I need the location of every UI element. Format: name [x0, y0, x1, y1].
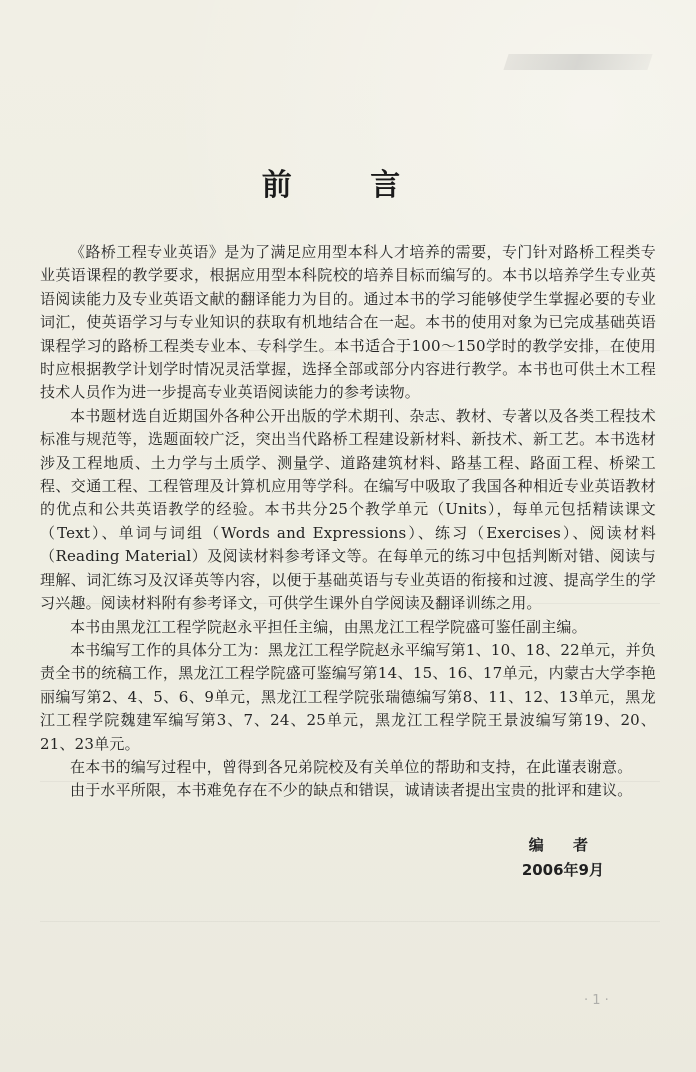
preface-paragraph: 在本书的编写过程中，曾得到各兄弟院校及有关单位的帮助和支持，在此谨表谢意。 [70, 757, 633, 776]
preface-paragraph: 本书由黑龙江工程学院赵永平担任主编，由黑龙江工程学院盛可鉴任副主编。 [70, 617, 587, 636]
preface-paragraph: 本书编写工作的具体分工为：黑龙江工程学院赵永平编写第1、10、18、22单元，并负责全书的统稿工作，黑龙江工程学院盛可鉴编写第14、15、16、17单元，内蒙古大学李艳丽编写第2、4、5、6、9单元，黑龙江工程学院张瑞德编写第8、11、12、13单元，黑龙江工程学院魏建军编写第3、7、24、25单元，黑龙江工程学院王景波编写第19、20、21、23单元。 [40, 640, 656, 753]
preface-paragraph: 《路桥工程专业英语》是为了满足应用型本科人才培养的需要，专门针对路桥工程类专业英语课程的教学要求，根据应用型本科院校的培养目标而编写的。本书以培养学生专业英语阅读能力及专业英语文献的翻译能力为目的。通过本书的学习能够使学生掌握必要的专业词汇，使英语学习与专业知识的获取有机地结合在一起。本书的使用对象为已完成基础英语课程学习的路桥工程类专业本、专科学生。本书适合于100～150学时的教学安排，在使用时应根据教学计划学时情况灵活掌握，选择全部或部分内容进行教学。本书也可供土木工程技术人员作为进一步提高专业英语阅读能力的参考读物。 [40, 243, 656, 402]
signoff-date: 2006年9月 [521, 861, 604, 879]
preface-paragraph: 本书题材选自近期国外各种公开出版的学术期刊、杂志、教材、专著以及各类工程技术标准与规范等，选题面较广泛，突出当代路桥工程建设新材料、新技术、新工艺。本书选材涉及工程地质、土力学与土质学、测量学、道路建筑材料、路基工程、路面工程、桥梁工程、交通工程、工程管理及计算机应用等学科。在编写中吸取了我国各种相近专业英语教材的优点和公共英语教学的经验。本书共分25个教学单元（Units），每单元包括精读课文（Text）、单词与词组（Words and Expressions）、练习（Exercises）、阅读材料（Reading Material）及阅读材料参考译文等。在每单元的练习中包括判断对错、阅读与理解、词汇练习及汉译英等内容，以便于基础英语与专业英语的衔接和过渡、提高学生的学习兴趣。阅读材料附有参考译文，可供学生课外自学阅读及翻译训练之用。 [40, 406, 656, 613]
page-rule [40, 921, 660, 922]
page-number: · 1 · [584, 993, 609, 1008]
signoff-name: 编 者 [528, 836, 600, 854]
preface-paragraph: 由于水平所限，本书难免存在不少的缺点和错误，诚请读者提出宝贵的批评和建议。 [70, 781, 633, 800]
signoff-block [484, 833, 604, 883]
preface-body [40, 241, 656, 803]
top-header-strip [503, 54, 652, 70]
page-title: 前 言 [261, 168, 435, 203]
